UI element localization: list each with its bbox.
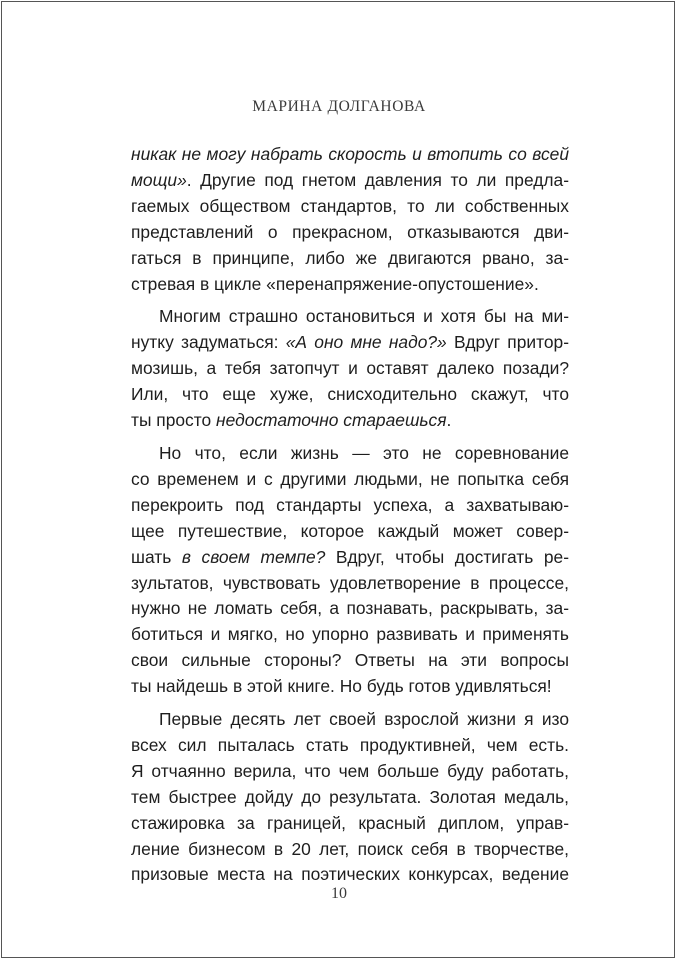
text-line: стревая в цикле «перенапряжение-опустошение». xyxy=(131,273,539,294)
text-line: Я отчаянно верила, что чем больше буду работать, xyxy=(131,760,569,781)
paragraph-2 xyxy=(131,304,569,434)
text-line: нужно не ломать себя, а познавать, раскрывать, за- xyxy=(131,598,569,619)
text-line: всех сил пыталась стать продуктивней, чем есть. xyxy=(131,734,569,755)
text-line: ление бизнесом в 20 лет, поиск себя в творчестве, xyxy=(131,838,569,859)
text-line: ботиться и мягко, но упорно развивать и применять xyxy=(131,624,569,645)
body-text xyxy=(131,142,569,895)
text-line: Или, что еще хуже, снисходительно скажут, что xyxy=(131,384,569,405)
text-line: стажировка за границей, красный диплом, управ- xyxy=(131,812,569,833)
running-header-author: МАРИНА ДОЛГАНОВА xyxy=(252,98,426,115)
italic-phrase: в своем темпе? xyxy=(181,546,326,567)
text-line: щее путешествие, которое каждый может совер- xyxy=(131,520,569,541)
paragraph-3 xyxy=(131,441,569,700)
italic-quote: мощи» xyxy=(131,169,187,190)
text-line: мозишь, а тебя затопчут и оставят далеко позади? xyxy=(131,358,569,379)
text-line: гаемых обществом стандартов, то ли собственных xyxy=(131,195,569,216)
text-line: нутку задуматься: «А оно мне надо?» Вдруг притор- xyxy=(131,332,570,353)
page-number: 10 xyxy=(331,885,347,902)
text-line: призовые места на поэтических конкурсах, ведение xyxy=(131,864,569,885)
text-line: ты найдешь в этой книге. Но будь готов удивляться! xyxy=(131,676,552,697)
text-line: ты просто недостаточно стараешься. xyxy=(131,410,452,431)
text-line: со временем и с другими людьми, не попытка себя xyxy=(131,468,569,489)
text-line: Но что, если жизнь — это не соревнование xyxy=(159,442,569,463)
text-line: тем быстрее дойду до результата. Золотая медаль, xyxy=(131,786,569,807)
text-line xyxy=(131,142,569,168)
text-line: свои сильные стороны? Ответы на эти вопросы xyxy=(131,650,569,671)
text-line: зультатов, чувствовать удовлетворение в процессе, xyxy=(131,572,569,593)
paragraph-1 xyxy=(131,142,569,297)
text-line: шать в своем темпе? Вдруг, чтобы достигать ре- xyxy=(131,546,569,567)
text-line: Первые десять лет своей взрослой жизни я изо xyxy=(159,709,569,730)
italic-phrase: недостаточно стараешься xyxy=(216,410,447,431)
paragraph-4 xyxy=(131,707,569,888)
text-line: гаться в принципе, либо же двигаются рвано, за- xyxy=(131,247,569,268)
text-line: представлений о прекрасном, отказываются дви- xyxy=(131,221,569,242)
text-line: мощи». Другие под гнетом давления то ли предла- xyxy=(131,169,569,190)
text-line: перекроить под стандарты успеха, а захватываю- xyxy=(131,494,569,515)
text-line: Многим страшно остановиться и хотя бы на ми- xyxy=(159,306,569,327)
italic-phrase: «А оно мне надо?» xyxy=(285,332,447,353)
italic-quote: никак не могу набрать скорость и втопить со всей xyxy=(131,144,569,164)
